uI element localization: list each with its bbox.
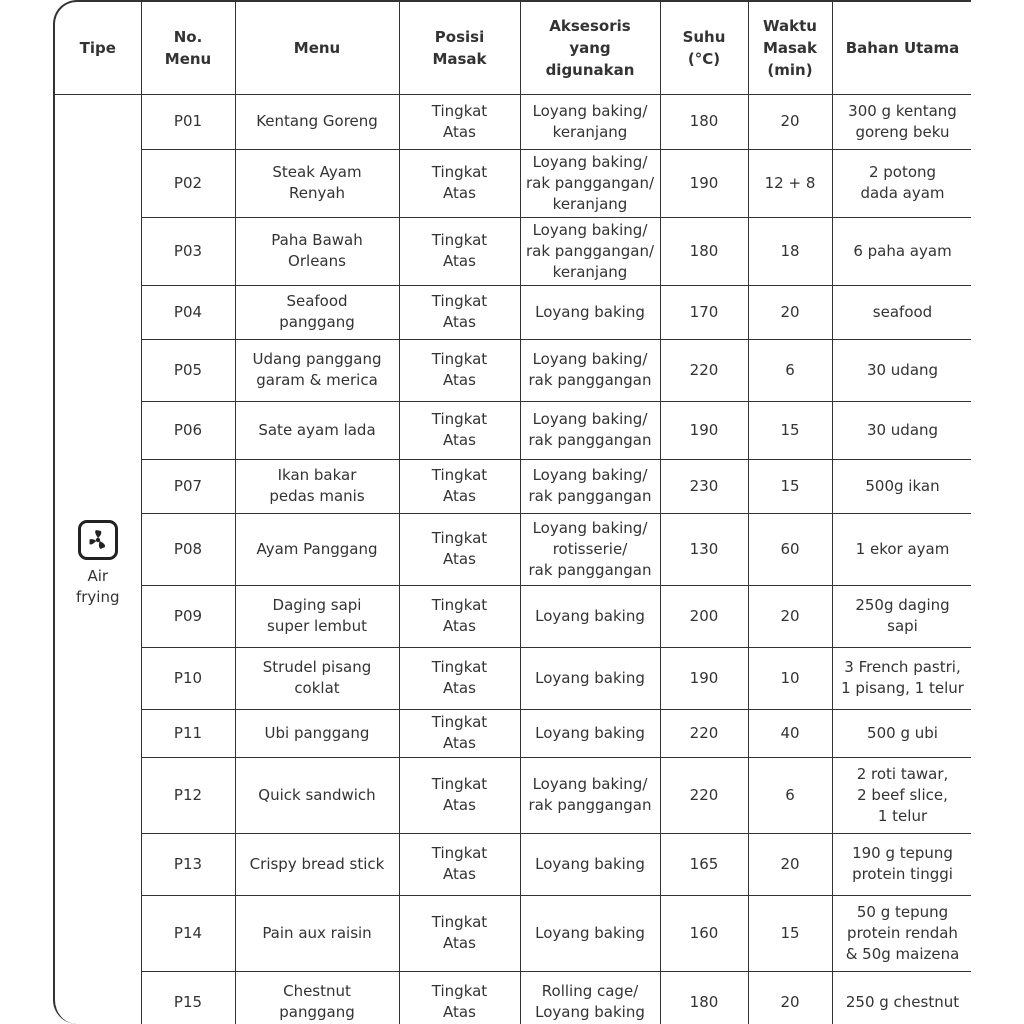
cell-aksesoris: Loyang baking/ rak panggangan/ keranjang — [520, 217, 660, 285]
cell-no: P04 — [141, 285, 235, 339]
table-row — [55, 833, 971, 895]
cell-waktu: 15 — [748, 401, 832, 459]
cell-posisi: Tingkat Atas — [399, 459, 520, 513]
cell-suhu: 160 — [660, 895, 748, 971]
cell-suhu: 130 — [660, 513, 748, 585]
cell-bahan: 190 g tepung protein tinggi — [832, 833, 971, 895]
cell-waktu: 15 — [748, 459, 832, 513]
cell-no: P14 — [141, 895, 235, 971]
cell-aksesoris: Loyang baking/ rak panggangan — [520, 459, 660, 513]
cell-waktu: 20 — [748, 94, 832, 149]
fan-icon — [78, 520, 118, 560]
cell-waktu: 20 — [748, 833, 832, 895]
cell-aksesoris: Loyang baking/ rak panggangan — [520, 339, 660, 401]
cell-aksesoris: Loyang baking/ rak panggangan — [520, 401, 660, 459]
cell-suhu: 220 — [660, 709, 748, 757]
cell-menu: Udang panggang garam & merica — [235, 339, 399, 401]
cell-menu: Quick sandwich — [235, 757, 399, 833]
cell-menu: Strudel pisang coklat — [235, 647, 399, 709]
cell-no: P11 — [141, 709, 235, 757]
cell-suhu: 220 — [660, 757, 748, 833]
cell-aksesoris: Loyang baking — [520, 647, 660, 709]
cell-no: P01 — [141, 94, 235, 149]
header-suhu: Suhu (°C) — [660, 2, 748, 94]
cell-aksesoris: Loyang baking — [520, 285, 660, 339]
cell-aksesoris: Loyang baking/ rak panggangan — [520, 757, 660, 833]
cell-bahan: 50 g tepung protein rendah & 50g maizena — [832, 895, 971, 971]
cell-suhu: 180 — [660, 971, 748, 1024]
cell-bahan: 300 g kentang goreng beku — [832, 94, 971, 149]
cell-waktu: 20 — [748, 585, 832, 647]
table-row — [55, 971, 971, 1024]
cell-waktu: 20 — [748, 971, 832, 1024]
table-row — [55, 459, 971, 513]
cell-aksesoris: Loyang baking — [520, 585, 660, 647]
cell-menu: Ayam Panggang — [235, 513, 399, 585]
table-row — [55, 647, 971, 709]
cell-posisi: Tingkat Atas — [399, 833, 520, 895]
cell-waktu: 15 — [748, 895, 832, 971]
cell-bahan: 2 potong dada ayam — [832, 149, 971, 217]
cell-suhu: 190 — [660, 647, 748, 709]
cell-posisi: Tingkat Atas — [399, 401, 520, 459]
cell-aksesoris: Loyang baking/ rak panggangan/ keranjang — [520, 149, 660, 217]
cell-no: P02 — [141, 149, 235, 217]
cell-bahan: 3 French pastri, 1 pisang, 1 telur — [832, 647, 971, 709]
cell-suhu: 200 — [660, 585, 748, 647]
table-row — [55, 339, 971, 401]
cell-aksesoris: Rolling cage/ Loyang baking — [520, 971, 660, 1024]
cell-no: P07 — [141, 459, 235, 513]
cell-menu: Daging sapi super lembut — [235, 585, 399, 647]
table-row — [55, 895, 971, 971]
cell-waktu: 18 — [748, 217, 832, 285]
header-tipe: Tipe — [55, 2, 141, 94]
table-row — [55, 757, 971, 833]
type-label: Air frying — [75, 566, 120, 606]
cell-bahan: 6 paha ayam — [832, 217, 971, 285]
cell-waktu: 6 — [748, 339, 832, 401]
cell-menu: Steak Ayam Renyah — [235, 149, 399, 217]
cell-no: P15 — [141, 971, 235, 1024]
cell-bahan: 250 g chestnut — [832, 971, 971, 1024]
cell-bahan: 30 udang — [832, 401, 971, 459]
cell-aksesoris: Loyang baking/ keranjang — [520, 94, 660, 149]
table-row — [55, 149, 971, 217]
header-aksesoris: Aksesoris yang digunakan — [520, 2, 660, 94]
cell-suhu: 170 — [660, 285, 748, 339]
header-waktu: Waktu Masak (min) — [748, 2, 832, 94]
table-row — [55, 94, 971, 149]
cell-no: P03 — [141, 217, 235, 285]
type-cell — [55, 94, 141, 1024]
cell-menu: Seafood panggang — [235, 285, 399, 339]
cell-no: P05 — [141, 339, 235, 401]
cell-bahan: 500 g ubi — [832, 709, 971, 757]
cell-menu: Ubi panggang — [235, 709, 399, 757]
cell-posisi: Tingkat Atas — [399, 339, 520, 401]
cell-posisi: Tingkat Atas — [399, 709, 520, 757]
cell-waktu: 6 — [748, 757, 832, 833]
header-menu: Menu — [235, 2, 399, 94]
cell-suhu: 180 — [660, 217, 748, 285]
cell-menu: Chestnut panggang — [235, 971, 399, 1024]
cell-posisi: Tingkat Atas — [399, 647, 520, 709]
cell-posisi: Tingkat Atas — [399, 217, 520, 285]
cell-no: P09 — [141, 585, 235, 647]
cell-waktu: 60 — [748, 513, 832, 585]
cell-menu: Sate ayam lada — [235, 401, 399, 459]
cell-posisi: Tingkat Atas — [399, 149, 520, 217]
cell-posisi: Tingkat Atas — [399, 585, 520, 647]
table-row — [55, 513, 971, 585]
cell-bahan: 30 udang — [832, 339, 971, 401]
table-row — [55, 285, 971, 339]
cell-no: P10 — [141, 647, 235, 709]
cell-menu: Pain aux raisin — [235, 895, 399, 971]
cell-posisi: Tingkat Atas — [399, 757, 520, 833]
cell-aksesoris: Loyang baking — [520, 895, 660, 971]
cell-bahan: 2 roti tawar, 2 beef slice, 1 telur — [832, 757, 971, 833]
table-row — [55, 401, 971, 459]
recipe-table-frame — [53, 0, 971, 1024]
cell-suhu: 220 — [660, 339, 748, 401]
header-bahan: Bahan Utama — [832, 2, 971, 94]
recipe-table — [55, 2, 971, 1024]
cell-aksesoris: Loyang baking/ rotisserie/ rak panggangan — [520, 513, 660, 585]
cell-posisi: Tingkat Atas — [399, 285, 520, 339]
header-posisi: Posisi Masak — [399, 2, 520, 94]
table-row — [55, 709, 971, 757]
cell-menu: Ikan bakar pedas manis — [235, 459, 399, 513]
cell-menu: Crispy bread stick — [235, 833, 399, 895]
cell-menu: Paha Bawah Orleans — [235, 217, 399, 285]
cell-posisi: Tingkat Atas — [399, 513, 520, 585]
cell-suhu: 180 — [660, 94, 748, 149]
cell-bahan: 1 ekor ayam — [832, 513, 971, 585]
cell-posisi: Tingkat Atas — [399, 94, 520, 149]
cell-waktu: 40 — [748, 709, 832, 757]
table-row — [55, 217, 971, 285]
cell-bahan: seafood — [832, 285, 971, 339]
cell-aksesoris: Loyang baking — [520, 833, 660, 895]
cell-no: P08 — [141, 513, 235, 585]
cell-suhu: 190 — [660, 149, 748, 217]
cell-waktu: 12 + 8 — [748, 149, 832, 217]
header-no-menu: No. Menu — [141, 2, 235, 94]
cell-bahan: 250g daging sapi — [832, 585, 971, 647]
header-row — [55, 2, 971, 94]
cell-no: P06 — [141, 401, 235, 459]
cell-no: P13 — [141, 833, 235, 895]
cell-no: P12 — [141, 757, 235, 833]
cell-waktu: 10 — [748, 647, 832, 709]
cell-posisi: Tingkat Atas — [399, 895, 520, 971]
cell-suhu: 190 — [660, 401, 748, 459]
cell-waktu: 20 — [748, 285, 832, 339]
cell-aksesoris: Loyang baking — [520, 709, 660, 757]
cell-suhu: 230 — [660, 459, 748, 513]
cell-posisi: Tingkat Atas — [399, 971, 520, 1024]
cell-bahan: 500g ikan — [832, 459, 971, 513]
table-row — [55, 585, 971, 647]
cell-menu: Kentang Goreng — [235, 94, 399, 149]
cell-suhu: 165 — [660, 833, 748, 895]
